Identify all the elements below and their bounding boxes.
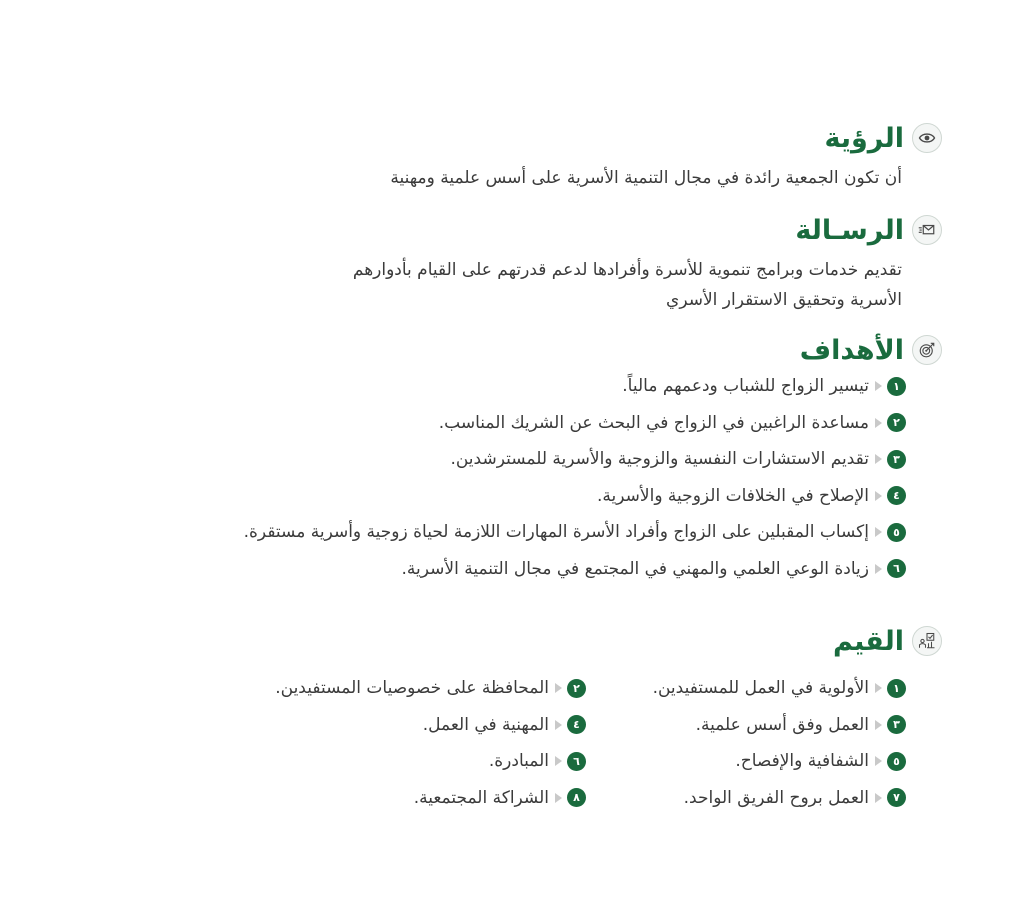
value-item xyxy=(186,780,586,817)
value-item xyxy=(586,707,906,744)
mission-text-line-2: الأسرية وتحقيق الاستقرار الأسري xyxy=(666,290,902,310)
value-text: الشراكة المجتمعية. xyxy=(413,787,549,808)
goal-item xyxy=(244,441,906,478)
arrow-icon xyxy=(875,683,882,693)
value-text: العمل وفق أسس علمية. xyxy=(695,714,869,735)
vision-title: الرؤية xyxy=(824,122,904,154)
value-item xyxy=(586,743,906,780)
values-heading xyxy=(833,626,942,656)
values-title: القيم xyxy=(832,625,904,657)
goal-item xyxy=(244,405,906,442)
mission-text-line-1: تقديم خدمات وبرامج تنموية للأسرة وأفرادها لدعم قدرتهم على القيام بأدوارهم xyxy=(352,260,902,280)
goal-text: مساعدة الراغبين في الزواج في البحث عن الشريك المناسب. xyxy=(438,412,869,433)
vision-heading xyxy=(825,123,942,153)
eye-icon xyxy=(912,123,942,153)
goal-number: ٤ xyxy=(887,486,906,505)
value-text: الشفافية والإفصاح. xyxy=(735,751,869,772)
goal-number: ٥ xyxy=(887,523,906,542)
arrow-icon xyxy=(875,720,882,730)
goals-title: الأهداف xyxy=(799,334,904,366)
goal-number: ٢ xyxy=(887,413,906,432)
mission-title: الرسـالة xyxy=(795,214,904,246)
goal-text: تقديم الاستشارات النفسية والزوجية والأسرية للمسترشدين. xyxy=(450,449,869,470)
arrow-icon xyxy=(875,381,882,391)
value-item xyxy=(186,707,586,744)
goals-list xyxy=(244,368,906,587)
arrow-icon xyxy=(875,418,882,428)
arrow-icon xyxy=(875,527,882,537)
arrow-icon xyxy=(555,756,562,766)
goals-heading xyxy=(800,335,942,365)
value-number: ٥ xyxy=(887,752,906,771)
arrow-icon xyxy=(555,683,562,693)
value-number: ٤ xyxy=(567,715,586,734)
target-icon xyxy=(912,335,942,365)
goal-number: ١ xyxy=(887,377,906,396)
goal-item xyxy=(244,551,906,588)
goal-number: ٣ xyxy=(887,450,906,469)
arrow-icon xyxy=(875,564,882,574)
arrow-icon xyxy=(555,720,562,730)
values-icon xyxy=(912,626,942,656)
value-number: ٦ xyxy=(567,752,586,771)
value-number: ١ xyxy=(887,679,906,698)
value-text: العمل بروح الفريق الواحد. xyxy=(683,787,869,808)
value-item xyxy=(586,780,906,817)
arrow-icon xyxy=(875,793,882,803)
value-number: ٨ xyxy=(567,788,586,807)
mission-heading xyxy=(795,215,942,245)
value-item xyxy=(586,670,906,707)
value-item xyxy=(186,670,586,707)
goal-text: زيادة الوعي العلمي والمهني في المجتمع في مجال التنمية الأسرية. xyxy=(401,558,869,579)
goal-item xyxy=(244,478,906,515)
arrow-icon xyxy=(875,756,882,766)
arrow-icon xyxy=(555,793,562,803)
value-number: ٧ xyxy=(887,788,906,807)
value-text: المبادرة. xyxy=(488,751,549,772)
goal-text: الإصلاح في الخلافات الزوجية والأسرية. xyxy=(597,485,869,506)
goal-number: ٦ xyxy=(887,559,906,578)
value-item xyxy=(186,743,586,780)
arrow-icon xyxy=(875,491,882,501)
value-text: المحافظة على خصوصيات المستفيدين. xyxy=(275,678,549,699)
arrow-icon xyxy=(875,454,882,464)
goal-text: تيسير الزواج للشباب ودعمهم مالياً. xyxy=(622,376,869,397)
goal-item xyxy=(244,514,906,551)
goal-item xyxy=(244,368,906,405)
value-text: المهنية في العمل. xyxy=(422,714,549,735)
values-grid xyxy=(186,670,906,816)
value-number: ٢ xyxy=(567,679,586,698)
envelope-icon xyxy=(912,215,942,245)
vision-text: أن تكون الجمعية رائدة في مجال التنمية الأسرية على أسس علمية ومهنية xyxy=(390,168,902,188)
goal-text: إكساب المقبلين على الزواج وأفراد الأسرة المهارات اللازمة لحياة زوجية وأسرية مستقرة. xyxy=(243,522,869,543)
value-text: الأولوية في العمل للمستفيدين. xyxy=(652,678,869,699)
value-number: ٣ xyxy=(887,715,906,734)
